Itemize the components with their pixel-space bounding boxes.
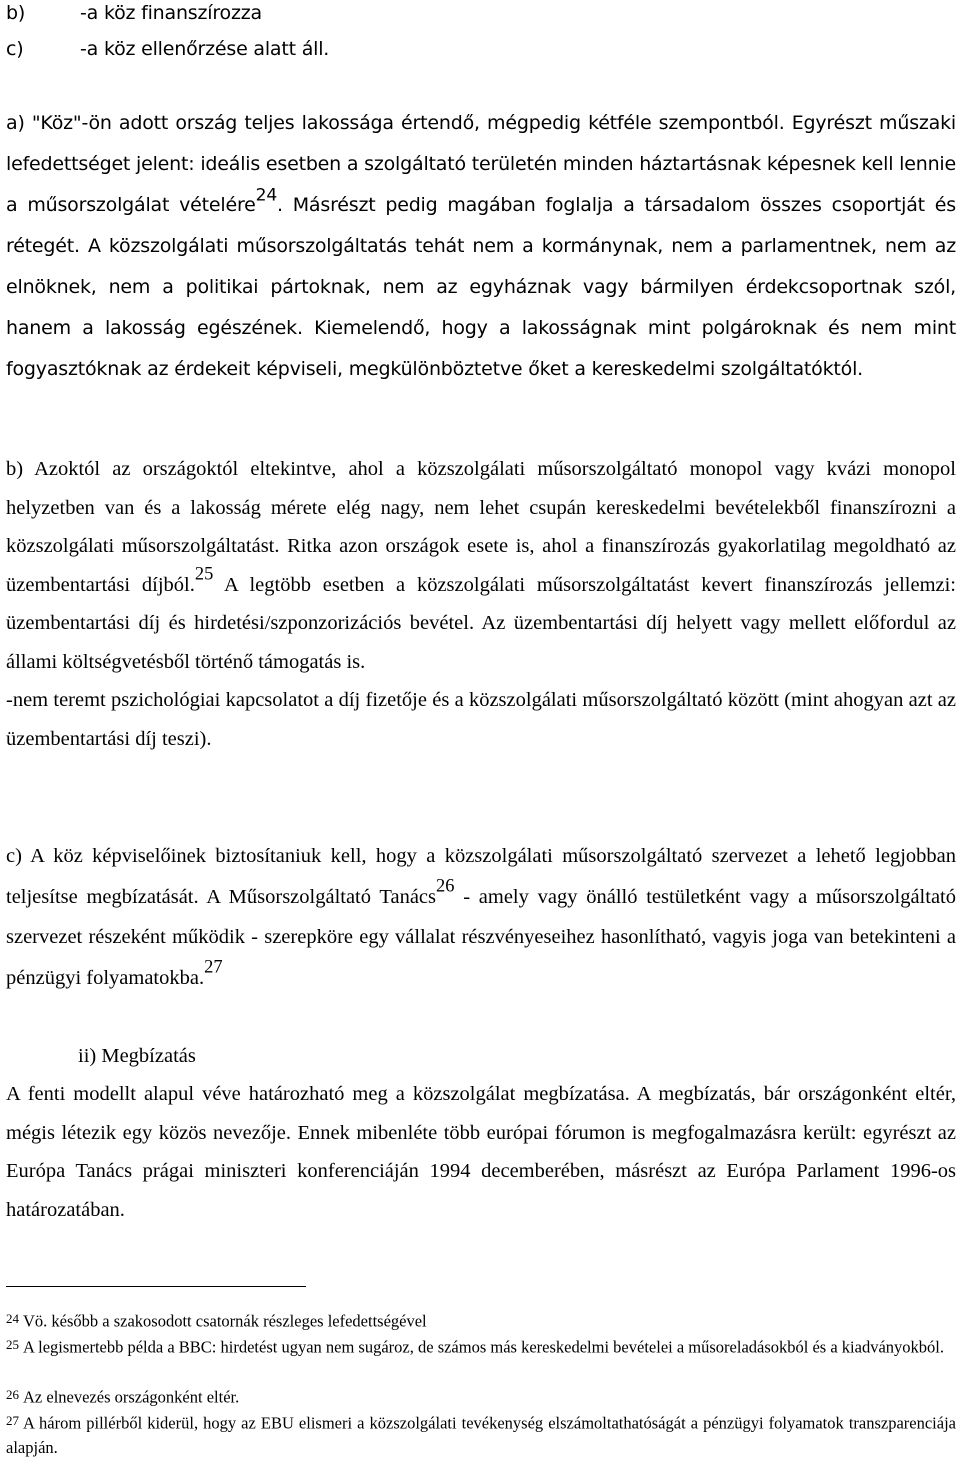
paragraph-text: c) A köz képviselőinek biztosítaniuk kell, hogy a közszolgálati műsorszolgáltató szervezet a lehető legjobban teljesítse megbízatását. A Műsorszolgáltató Tanács [6,845,956,908]
list-text: -a köz finanszírozza [80,2,262,24]
paragraph-a [6,103,956,390]
list-marker: c) [6,38,24,60]
paragraph-c [6,836,956,998]
footnote-27 [6,1408,956,1460]
paragraph-text: közszolgálati műsorszolgáltatás tehát nem a kormánynak, nem a parlamentnek, nem az elnöknek, nem a politikai pártoknak, nem az egyháznak vagy bármilyen érdekcsoportnak szól, hanem a lakosság egészének. Kiemelendő, hogy a lakosságnak mint polgároknak és nem mint fogyasztóknak az érdekeit képviseli, megkülönböztetve őket a kereskedelmi szolgáltatóktól. [6,235,956,380]
footnote-ref-25[interactable]: 25 [194,563,214,584]
footnote-text: A legismertebb példa a BBC: hirdetést ugyan nem sugároz, de számos más kereskedelmi bevételei a műsoreladásokból és a kiadványokból. [23,1337,944,1357]
footnote-ref-27[interactable]: 27 [204,956,223,977]
paragraph-text: A legtöbb esetben a közszolgálati műsorszolgáltatást kevert finanszírozás jellemzi: üzembentartási díj és hirdetési/szponzorizációs bevétel. Az üzembentartási díj helyett vagy mellett előfordul az állami költségvetésből történő támogatás is. [6,573,957,673]
footnote-25 [6,1332,956,1359]
paragraph-text: - amely vagy önálló testületként vagy a műsorszolgáltató szervezet részeként működik - szerepköre egy vállalat részvényeseihez hasonlítható, vagyis joga van betekinteni a pénzügyi folyamatokba. [6,885,956,989]
footnote-number: 26 [6,1387,19,1402]
footnote-text: Az elnevezés országonként eltér. [23,1387,240,1407]
footnote-text: Vö. később a szakosodott csatornák részleges lefedettségével [23,1311,427,1331]
footnote-divider [6,1286,306,1287]
footnote-ref-24[interactable]: 24 [255,185,278,206]
paragraph-b [6,450,956,758]
footnote-number: 25 [6,1337,19,1352]
footnote-text: A három pillérből kiderül, hogy az EBU elismeri a közszolgálati tevékenység elszámoltathatóságát a pénzügyi folyamatok transzparenciája alapján. [6,1413,956,1458]
paragraph-text: b) Azoktól az országoktól eltekintve, ahol a közszolgálati műsorszolgáltató monopol vagy kvázi monopol helyzetben van és a lakosság mérete elég nagy, nem lehet csupán kereskedelmi bevételekből finanszírozni a közszolgálati műsorszolgáltatást. Ritka azon országok esete is, ahol a finanszírozás gyakorlatilag megoldható az üzembentartási díjból. [6,458,956,596]
footnote-24 [6,1306,956,1333]
footnote-number: 27 [6,1413,19,1428]
footnote-ref-26[interactable]: 26 [436,875,455,896]
paragraph-d: A fenti modellt alapul véve határozható meg a közszolgálat megbízatása. A megbízatás, bár országonként eltér, mégis létezik egy közös nevezője. Ennek mibenléte több európai fórumon is megfogalmazásra került: egyrészt az Európa Tanács prágai miniszteri konferenciáján 1994 decemberében, másrészt az Európa Parlament 1996-os határozatában. [6,1083,956,1221]
paragraph-text: -nem teremt pszichológiai kapcsolatot a díj fizetője és a közszolgálati műsorszolgáltató között (mint ahogyan azt az üzembentartási díj teszi). [6,689,956,750]
list-text: -a köz ellenőrzése alatt áll. [80,38,330,60]
footnote-26 [6,1382,956,1409]
footnote-number: 24 [6,1311,19,1326]
section-heading: ii) Megbízatás [78,1045,196,1067]
paragraph-text: . Másrészt pedig magában foglalja a társadalom összes csoportját és rétegét. A [6,194,956,257]
list-marker: b) [6,2,26,24]
paragraph-text: a) "Köz"-ön adott ország teljes lakossága értendő, mégpedig kétféle szempontból. Egyrészt műszaki lefedettséget jelent: ideális esetben a szolgáltató területén minden háztartásnak képesnek kell lennie a műsorszolgálat vételére [6,112,956,216]
